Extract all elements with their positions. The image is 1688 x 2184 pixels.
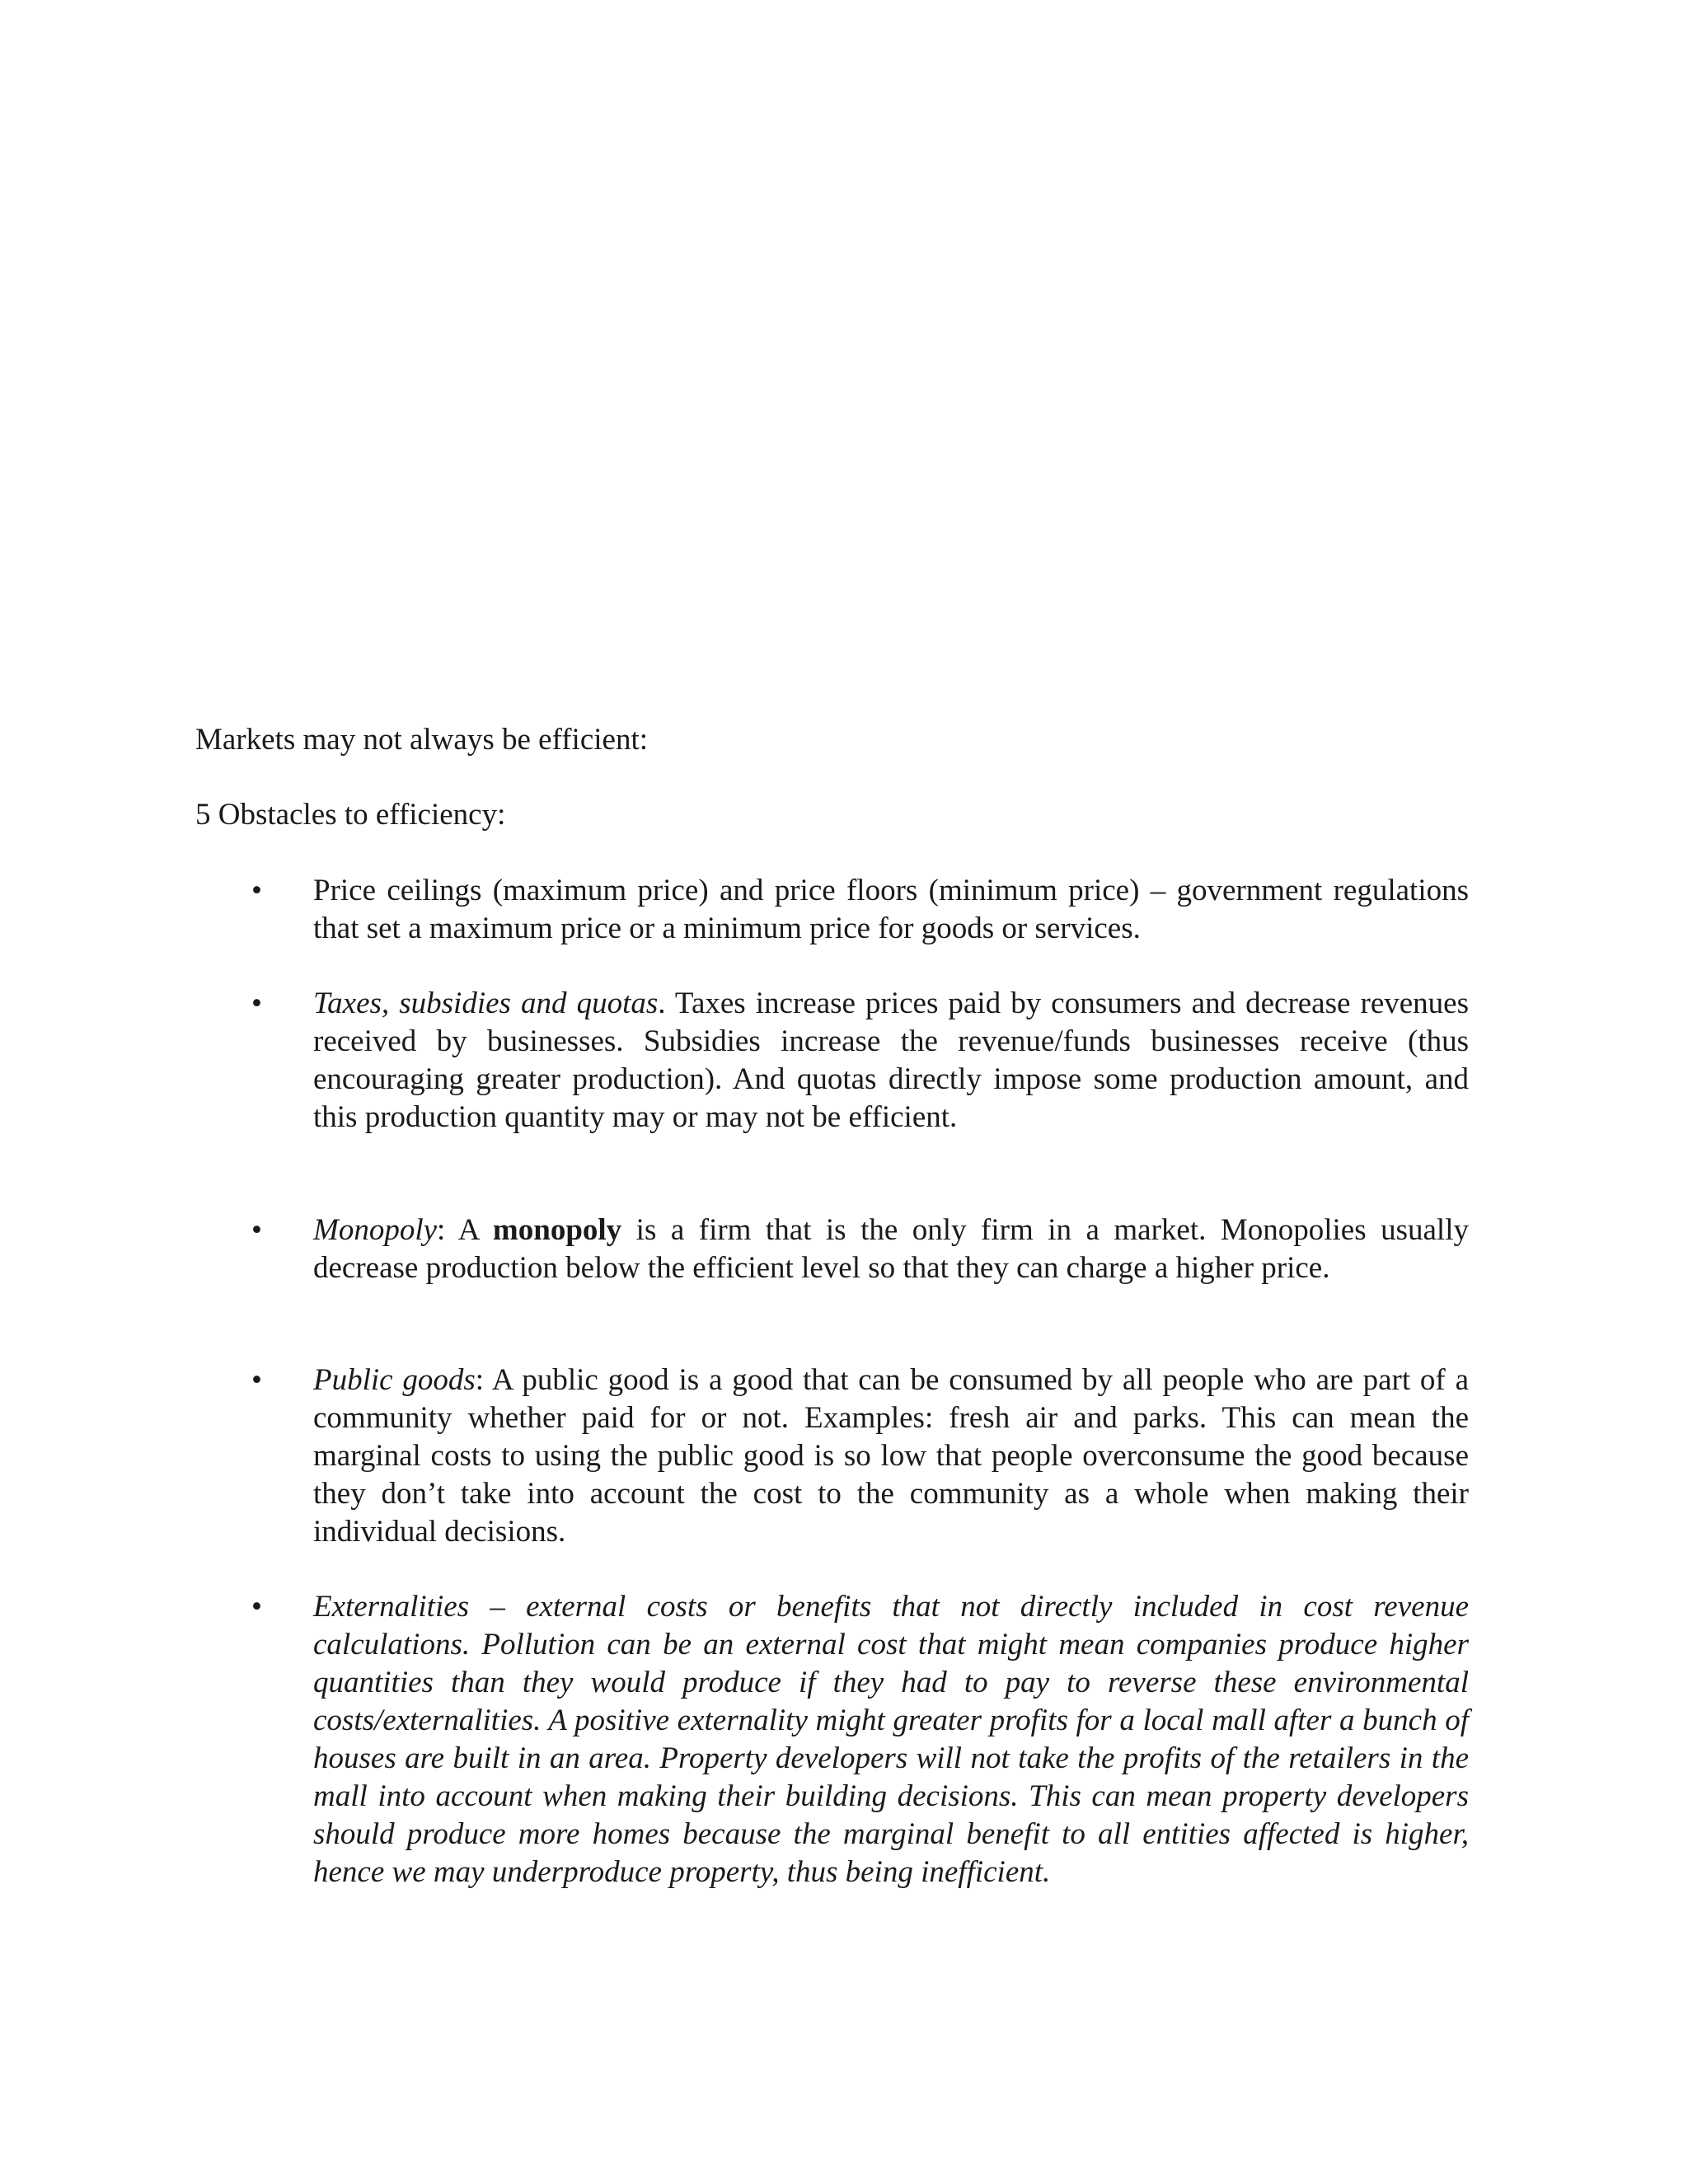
item-separator: : — [475, 1363, 492, 1397]
list-item-text — [313, 1361, 1469, 1551]
item-body: A public good is a good that can be consumed by all people who are part of a community whether paid for or not. Examples: fresh air and parks. This can mean the marginal costs to using the public good is so low that people overconsume the good because they don’t take into account the cost to the community as a whole when making their individual decisions. — [313, 1363, 1469, 1549]
bullet-icon: • — [251, 1363, 262, 1397]
item-bold-term: monopoly — [492, 1213, 622, 1247]
item-lead-term: Taxes, subsidies and quotas — [313, 987, 659, 1020]
item-separator: : A — [437, 1213, 493, 1247]
bullet-icon: • — [251, 874, 262, 907]
bullet-icon: • — [251, 987, 262, 1020]
item-lead-term: Externalities – external costs or benefits that not directly included in cost revenue calculations. Pollution can be an external cost that might mean companies produce higher quantities than they would produce if they had to pay to reverse these environmental costs/externalities. A positive externality might greater profits for a local mall after a bunch of houses are built in an area. Property developers will not take the profits of the retailers in the mall into account when making their building decisions. This can mean property developers should produce more homes because the marginal benefit to all entities affected is higher, hence we may underproduce property, thus being inefficient. — [313, 1590, 1469, 1889]
item-body: Taxes increase prices paid by consumers and decrease revenues received by businesses. Subsidies increase the revenue/funds businesses receive (thus encouraging greater production). And quotas directly impose some production amount, and this production quantity may or may not be efficient. — [313, 987, 1469, 1134]
item-separator: . — [658, 987, 675, 1020]
item-body: Price ceilings (maximum price) and price floors (minimum price) – government regulations that set a maximum price or a minimum price for goods or services. — [313, 874, 1469, 945]
intro-text: Markets may not always be efficient: — [195, 723, 649, 757]
list-item-text — [313, 985, 1469, 1137]
section-heading: 5 Obstacles to efficiency: — [195, 798, 506, 832]
item-body: is a firm that is the only firm in a market. Monopolies usually decrease production below the efficient level so that they can charge a higher price. — [313, 1213, 1469, 1285]
item-lead-term: Monopoly — [313, 1213, 438, 1247]
bullet-icon: • — [251, 1590, 262, 1624]
list-item-text — [313, 1212, 1469, 1287]
list-item-text — [313, 1588, 1469, 1891]
list-item-text — [313, 872, 1469, 948]
bullet-icon: • — [251, 1213, 262, 1247]
item-lead-term: Public goods — [313, 1363, 476, 1397]
